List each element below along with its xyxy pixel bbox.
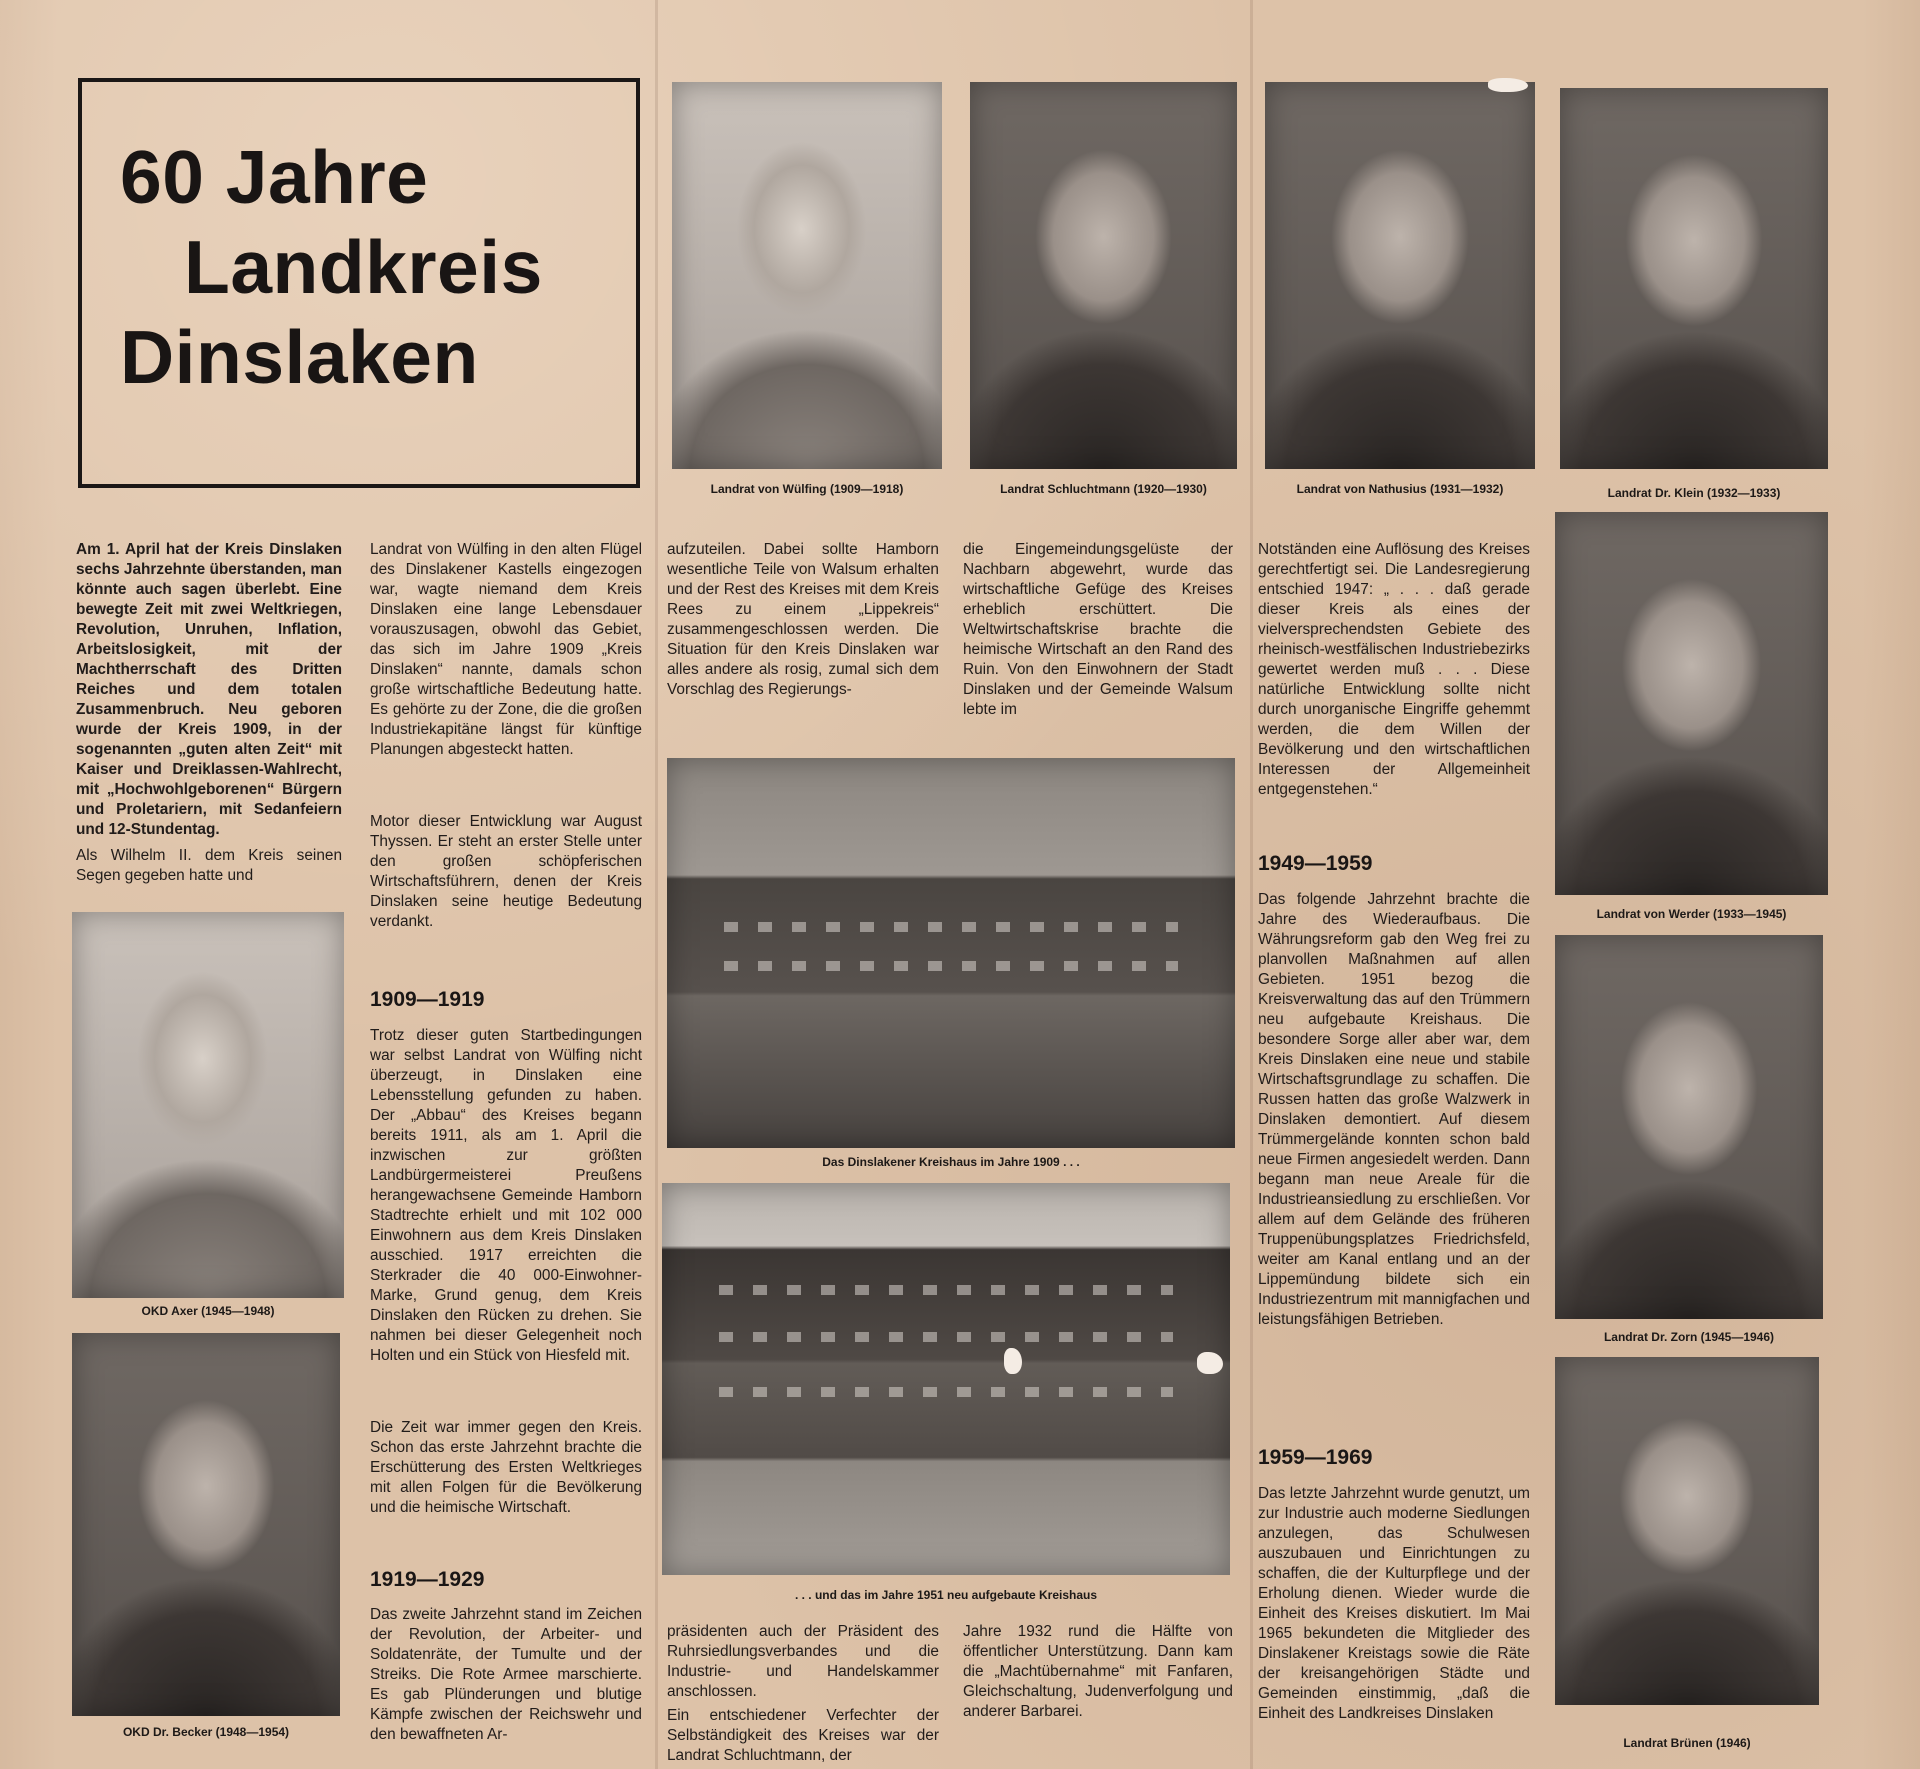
col4-paragraph-top: die Eingemeindungsgelüste der Nachbarn abgewehrt, wurde das wirtschaftliche Gefüge des Kreises erheblich erschüttert. Die Weltwirtschaftskrise brachte die heimische Wirtschaft an den Rand des Ruin. Von den Einwohnern der Stadt Dinslaken und der Gemeinde Walsum lebte im [963, 541, 1233, 718]
paper-tear [1197, 1352, 1223, 1374]
portrait-werder [1555, 512, 1828, 895]
col4-paragraph-bottom: Jahre 1932 rund die Hälfte von öffentlicher Unterstützung. Dann kam die „Machtübernahme“ mit Fanfaren, Gleichschaltung, Judenverfolgung und anderer Barbarei. [963, 1623, 1233, 1720]
caption-zorn: Landrat Dr. Zorn (1945—1946) [1603, 1330, 1775, 1344]
caption-werder: Landrat von Werder (1933—1945) [1596, 907, 1787, 921]
col3-paragraph-top: aufzuteilen. Dabei sollte Hamborn wesentliche Teile von Walsum erhalten und der Rest des Kreises mit dem Kreis Rees zu einem „Lippekreis“ zusammengeschlossen werden. Die Situation für den Kreis Dinslaken war alles andere als rosig, zumal sich dem Vorschlag des Regierungs- [667, 541, 939, 698]
col2-paragraph-1: Landrat von Wülfing in den alten Flügel des Dinslakener Kastells eingezogen war, wagte niemand dem Kreis Dinslaken eine lange Lebensdauer vorauszusagen, obwohl das Gebiet, das sich im Jahre 1909 „Kreis Dinslaken“ nannte, damals schon große wirtschaftliche Bedeutung hatte. Es gehörte zu der Zone, die die großen Industriekapitäne längst für künftige Planungen abgesteckt hatten. [370, 541, 642, 758]
portrait-axer [72, 912, 344, 1298]
portrait-klein [1560, 88, 1828, 469]
col3-paragraph-bottom-2: Ein entschiedener Verfechter der Selbständigkeit des Kreises war der Landrat Schluchtmann, der [667, 1707, 939, 1764]
caption-nathusius: Landrat von Nathusius (1931—1932) [1296, 482, 1504, 496]
caption-axer: OKD Axer (1945—1948) [141, 1304, 275, 1318]
portrait-bruenen [1555, 1357, 1819, 1705]
portrait-becker [72, 1333, 340, 1716]
heading-1959-1969: 1959—1969 [1258, 1446, 1373, 1469]
col2-paragraph-4: Die Zeit war immer gegen den Kreis. Schon das erste Jahrzehnt brachte die Erschütterung des Ersten Weltkrieges mit allen Folgen für die Bevölkerung und die heimische Wirtschaft. [370, 1419, 642, 1516]
col2-paragraph-3: Trotz dieser guten Startbedingungen war selbst Landrat von Wülfing nicht überzeugt, in Dinslaken eine Lebensstellung gefunden zu haben. Der „Abbau“ des Kreises begann bereits 1911, als am 1. April die inzwischen zur größten Landbürgermeisterei Preußens herangewachsene Gemeinde Hamborn Stadtrechte erhielt und mit 102 000 Einwohnern aus dem Kreis Dinslaken ausschied. 1917 erreichten die Sterkrader die 40 000-Einwohner-Marke, Grund genug, dem Kreis Dinslaken den Rücken zu drehen. Sie nahmen bei dieser Gelegenheit noch Holten und ein Stück von Hiesfeld mit. [370, 1027, 642, 1364]
intro-paragraph: Am 1. April hat der Kreis Dinslaken sechs Jahrzehnte überstanden, man könnte auch sagen überlebt. Eine bewegte Zeit mit zwei Weltkriegen, Revolution, Unruhen, Inflation, Arbeitslosigkeit, mit der Machtherrschaft des Dritten Reiches und dem totalen Zusammenbruch. Neu geboren wurde der Kreis 1909, in der sogenannten „guten alten Zeit“ mit Kaiser und Dreiklassen-Wahlrecht, mit „Hochwohlgeborenen“ Bürgern und Proletariern, mit Sedanfeiern und 12-Stundentag. [76, 541, 342, 838]
portrait-schluchtmann [970, 82, 1237, 469]
col5-paragraph-2: Das folgende Jahrzehnt brachte die Jahre des Wiederaufbaus. Die Währungsreform gab den Weg frei zu planvollen Maßnahmen auf allen Gebieten. 1951 bezog die Kreisverwaltung das auf den Trümmern neu aufgebaute Kreishaus. Die besondere Sorge aller aber war, dem Kreis Dinslaken eine neue und stabile Wirtschaftsgrundlage zu schaffen. Die Russen hatten das große Walzwerk in Dinslaken demontiert. Auf diesem Trümmergelände konnten schon bald neue Firmen angesiedelt werden. Dann begann man neue Areale für die Industrieansiedlung zu erschließen. Vor allem auf dem Gelände des früheren Truppenübungsplatzes Friedrichsfeld, weiter am Kanal entlang und an der Lippemündung bildete sich ein Industriezentrum mit mannigfachen und leistungsfähigen Betrieben. [1258, 891, 1530, 1328]
portrait-zorn [1555, 935, 1823, 1319]
caption-schluchtmann: Landrat Schluchtmann (1920—1930) [1000, 482, 1207, 496]
col2-paragraph-2: Motor dieser Entwicklung war August Thyssen. Er steht an erster Stelle unter den großen schöpferischen Wirtschaftsführern, denen der Kreis Dinslaken seine heutige Bedeutung verdankt. [370, 813, 642, 930]
caption-kreishaus-1909: Das Dinslakener Kreishaus im Jahre 1909 . . . [822, 1155, 1080, 1169]
heading-1919-1929: 1919—1929 [370, 1568, 485, 1591]
portrait-nathusius [1265, 82, 1535, 469]
paper-tear [1004, 1348, 1022, 1374]
title-line-2: Landkreis [184, 225, 543, 309]
title-line-3: Dinslaken [120, 315, 479, 399]
paper-fold [655, 0, 658, 1769]
photo-kreishaus-1909 [667, 758, 1235, 1148]
caption-wuelfing: Landrat von Wülfing (1909—1918) [710, 482, 904, 496]
heading-1909-1919: 1909—1919 [370, 988, 485, 1011]
caption-bruenen: Landrat Brünen (1946) [1623, 1736, 1751, 1750]
col3-paragraph-bottom-1: präsidenten auch der Präsident des Ruhrsiedlungsverbandes und die Industrie- und Handelskammer anschlossen. [667, 1623, 939, 1700]
col5-paragraph-3: Das letzte Jahrzehnt wurde genutzt, um zur Industrie auch moderne Siedlungen anzulegen, das Schulwesen auszubauen und Einrichtungen zu schaffen, die der Kulturpflege und der Erholung dienen. Wieder wurde die Einheit des Kreises diskutiert. Im Mai 1965 bekundeten die Mitglieder des Dinslakener Kreistags sowie die Räte der kreisangehörigen Städte und Gemeinden einstimmig, „daß die Einheit des Landkreises Dinslaken [1258, 1485, 1530, 1722]
title-line-1: 60 Jahre [120, 135, 429, 219]
portrait-wuelfing [672, 82, 942, 469]
heading-1949-1959: 1949—1959 [1258, 852, 1373, 875]
photo-kreishaus-1951 [662, 1183, 1230, 1575]
paper-tear [1488, 78, 1528, 92]
caption-klein: Landrat Dr. Klein (1932—1933) [1607, 486, 1781, 500]
col1-paragraph: Als Wilhelm II. dem Kreis seinen Segen gegeben hatte und [76, 847, 342, 884]
title-box [78, 78, 640, 488]
caption-kreishaus-1951: . . . und das im Jahre 1951 neu aufgebaute Kreishaus [794, 1588, 1098, 1602]
col5-paragraph-1: Notständen eine Auflösung des Kreises gerechtfertigt sei. Die Landesregierung entschied 1947: „ . . . daß gerade dieser Kreis als eines der vielversprechendsten Gebiete des rheinisch-westfälischen Industriebezirks gewertet werden muß . . . Diese natürliche Entwicklung sollte nicht durch unorganische Eingriffe gehemmt werden, die dem Willen der Bevölkerung und den wirtschaftlichen Interessen der Allgemeinheit entgegenstehen.“ [1258, 541, 1530, 798]
caption-becker: OKD Dr. Becker (1948—1954) [122, 1725, 290, 1739]
col2-paragraph-5: Das zweite Jahrzehnt stand im Zeichen der Revolution, der Arbeiter- und Soldatenräte, der Tumulte und der Streiks. Die Rote Armee marschierte. Es gab Plünderungen und blutige Kämpfe zwischen der Reichswehr und den bewaffneten Ar- [370, 1606, 642, 1743]
paper-fold [1250, 0, 1253, 1769]
